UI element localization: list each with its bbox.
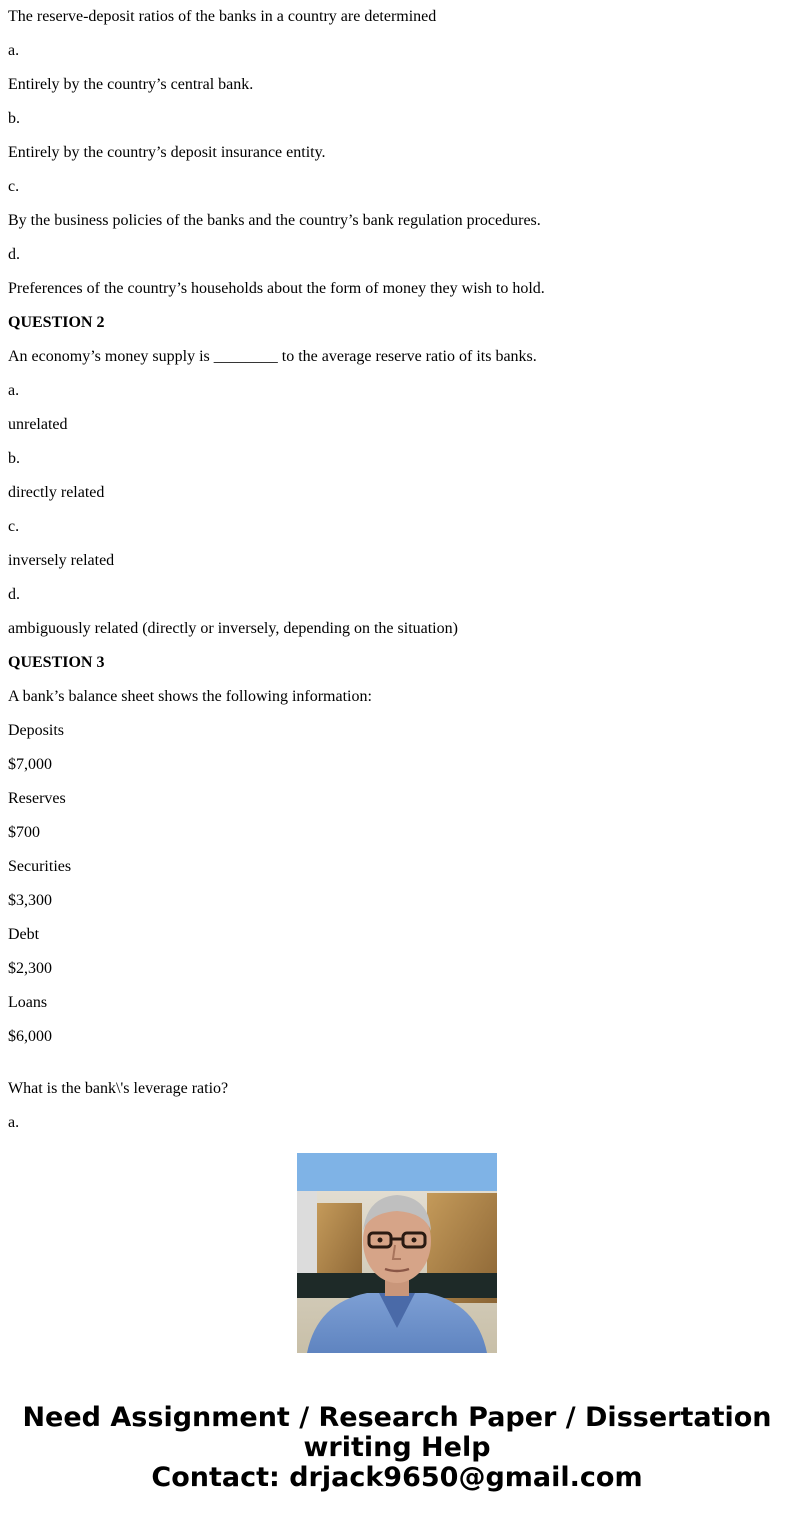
question-3-prompt: What is the bank\'s leverage ratio? xyxy=(8,1080,229,1097)
question-1-stem: The reserve-deposit ratios of the banks in a country are determined xyxy=(8,8,437,25)
option-a-text: Entirely by the country’s central bank. xyxy=(8,76,254,93)
balance-sheet-label: Securities xyxy=(8,858,72,875)
option-c-text: inversely related xyxy=(8,552,115,569)
option-b-text: directly related xyxy=(8,484,105,501)
question-3-stem: A bank’s balance sheet shows the following information: xyxy=(8,688,372,705)
option-b-text: Entirely by the country’s deposit insurance entity. xyxy=(8,144,326,161)
option-b-label: b. xyxy=(8,450,20,467)
balance-sheet-value: $3,300 xyxy=(8,892,52,909)
option-c-label: c. xyxy=(8,178,20,195)
option-d-text: Preferences of the country’s households about the form of money they wish to hold. xyxy=(8,280,545,297)
balance-sheet-label: Deposits xyxy=(8,722,64,739)
balance-sheet-label: Loans xyxy=(8,994,48,1011)
balance-sheet-label: Reserves xyxy=(8,790,66,807)
question-2-heading: QUESTION 2 xyxy=(8,314,105,331)
contact-email: Contact: drjack9650@gmail.com xyxy=(151,1462,643,1493)
option-b-label: b. xyxy=(8,110,20,127)
option-c-text: By the business policies of the banks and the country’s bank regulation procedures. xyxy=(8,212,541,229)
option-d-label: d. xyxy=(8,246,20,263)
question-2-stem: An economy’s money supply is ________ to the average reserve ratio of its banks. xyxy=(8,348,537,365)
promo-line-2: writing Help xyxy=(303,1432,491,1463)
option-c-label: c. xyxy=(8,518,20,535)
option-a-text: unrelated xyxy=(8,416,68,433)
promo-line-1: Need Assignment / Research Paper / Dissertation xyxy=(22,1402,772,1433)
question-3-heading: QUESTION 3 xyxy=(8,654,105,671)
balance-sheet-value: $700 xyxy=(8,824,40,841)
option-d-text: ambiguously related (directly or inversely, depending on the situation) xyxy=(8,620,458,637)
balance-sheet-value: $2,300 xyxy=(8,960,52,977)
option-a-label: a. xyxy=(8,42,20,59)
option-d-label: d. xyxy=(8,586,20,603)
promo-footer xyxy=(0,1403,794,1493)
option-a-label: a. xyxy=(8,382,20,399)
option-a-label-clipped: a. xyxy=(8,1114,20,1131)
balance-sheet-value: $7,000 xyxy=(8,756,52,773)
profile-photo-avatar xyxy=(297,1153,497,1353)
balance-sheet-value: $6,000 xyxy=(8,1028,52,1045)
balance-sheet-label: Debt xyxy=(8,926,40,943)
